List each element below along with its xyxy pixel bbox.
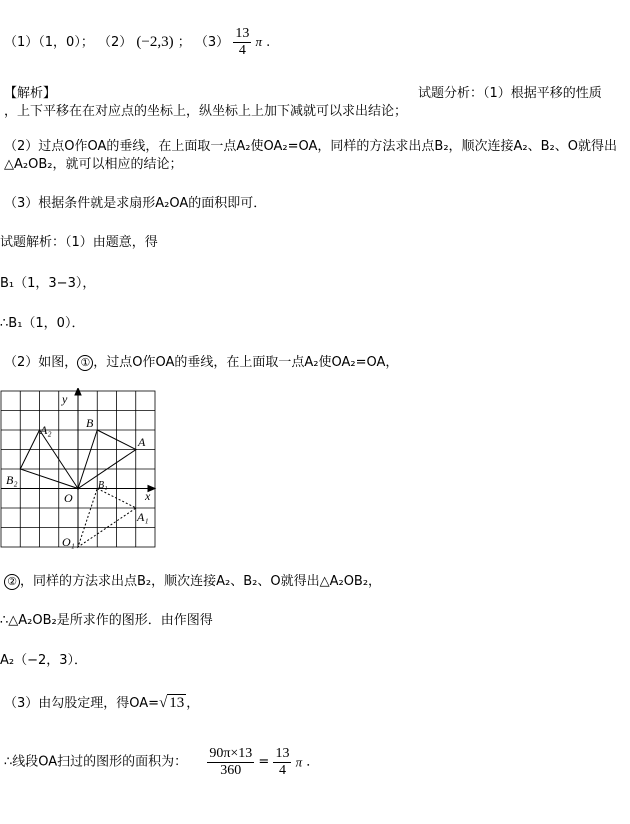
answer-part2-label: （2） [97, 35, 133, 50]
analysis-intro-cont: ，上下平移在在对应点的坐标上，纵坐标上上加下减就可以求出结论； [4, 104, 408, 119]
triangle-O1A1B1 [78, 489, 136, 548]
solution-final [4, 746, 319, 779]
final-denominator: 360 [220, 763, 242, 778]
analysis-step2-a: （2）过点O作OA的垂线，在上面取一点A₂使OA₂=OA，同样的方法求出点B₂，顺次连接A₂、B₂、O就得出 [4, 139, 617, 154]
answer-line [4, 26, 270, 59]
label-B1: B₁ [98, 480, 108, 491]
sqrt-expression: √ 13 [159, 695, 185, 711]
pi-symbol: π [255, 34, 262, 49]
analysis-step3: （3）根据条件就是求扇形A₂OA的面积即可． [4, 196, 267, 211]
coordinate-figure [0, 388, 160, 550]
circled-number-2: ② [4, 574, 20, 590]
final-prefix: ∴线段OA扫过的图形的面积为： [4, 754, 188, 770]
label-O: O [64, 491, 73, 505]
solution-step2-conclusion: ∴△A₂OB₂是所求作的图形．由作图得 [0, 613, 213, 628]
final-fraction-1 [207, 746, 254, 779]
step2-prefix: （2）如图， [4, 355, 78, 370]
fraction-denominator: 4 [238, 43, 246, 58]
final-numerator: 90π×13 [209, 746, 253, 761]
solution-step3 [4, 695, 199, 712]
analysis-step2-b: △A₂OB₂，就可以相应的结论； [4, 157, 183, 172]
label-A1: A₁ [137, 510, 149, 524]
analysis-intro: 试题分析：（1）根据平移的性质 [418, 86, 602, 101]
answer-part3-label: （3） [194, 35, 230, 50]
answer-end: . [266, 35, 271, 50]
answer-part1: （1）（1，0）； [4, 35, 94, 50]
final-pi: π [295, 754, 303, 770]
circled-number-1: ① [77, 355, 93, 371]
analysis-heading: 【解析】 [4, 86, 57, 101]
step2-text: ，过点O作OA的垂线，在上面取一点A₂使OA₂=OA， [93, 355, 399, 370]
label-y: y [62, 392, 68, 406]
final-end: ． [306, 754, 320, 770]
step3-prefix: （3）由勾股定理，得OA= [4, 696, 160, 711]
label-O1: O₁ [62, 535, 75, 549]
solution-b1-result: ∴B₁（1，0）． [0, 316, 85, 331]
fraction-numerator: 13 [235, 26, 250, 41]
y-axis-arrow [75, 388, 81, 395]
solution-b1: B₁（1，3−3）， [0, 276, 96, 291]
triangle-A2OB2 [20, 430, 78, 489]
final-numerator-2: 13 [275, 746, 290, 761]
answer-part2-sep: ； [177, 35, 191, 50]
equals-sign: = [258, 754, 270, 770]
sqrt-radicand: 13 [169, 695, 185, 711]
step2b-text: ，同样的方法求出点B₂，顺次连接A₂、B₂、O就得出△A₂OB₂， [20, 574, 382, 589]
step3-suffix: ， [186, 696, 200, 711]
answer-part2-value: (−2,3) [136, 34, 174, 50]
dashed-triangle [78, 489, 136, 548]
solution-a2: A₂（−2，3）． [0, 653, 88, 668]
label-B: B [86, 416, 94, 430]
label-B2: B₂ [6, 473, 18, 487]
solution-step2-b [4, 574, 381, 590]
label-A: A [138, 435, 146, 449]
label-x: x [145, 489, 151, 503]
final-denominator-2: 4 [278, 763, 286, 778]
solution-heading: 试题解析：（1）由题意，得 [0, 235, 158, 250]
solution-step2 [4, 355, 398, 371]
final-fraction-2 [273, 746, 291, 779]
answer-part3-fraction [233, 26, 251, 59]
axes [1, 388, 155, 547]
label-A2: A₂ [40, 423, 52, 437]
